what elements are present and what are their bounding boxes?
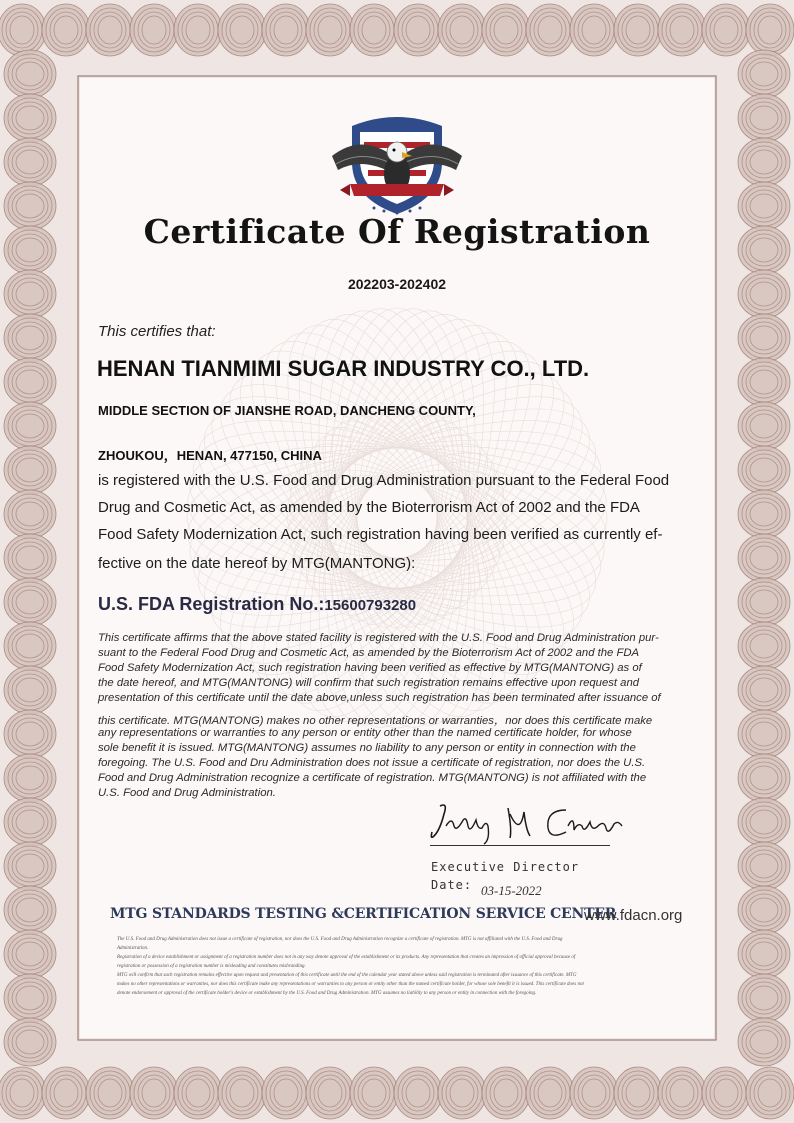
certifies-label: This certifies that: xyxy=(98,323,216,340)
address-line-1: MIDDLE SECTION OF JIANSHE ROAD, DANCHENG COUNTY, xyxy=(98,403,476,418)
footnote-line: registration or possession of a registration number is misleading and constitutes misbranding. xyxy=(117,964,306,969)
issue-date: 03-15-2022 xyxy=(481,883,542,898)
fine-print-line: foregoing. The U.S. Food and Dru Administration does not issue a certificate of registration, nor does the U.S. xyxy=(98,757,646,769)
footnote-line: The U.S. Food and Drug Administration does not issue a certificate of registration, nor does the U.S. Food and Drug Administration recognize a certificate of registration. MTG is not affiliated with the U.S. Food and Drug xyxy=(117,937,563,942)
address-line-2: ZHOUKOU，HENAN, 477150, CHINA xyxy=(98,448,322,463)
eagle-emblem-icon xyxy=(330,110,464,220)
footnote-line: denote endorsement or approval of the certificate holder's device or establishment by the U.S. Food and Drug Administration. MTG assumes no liability to any person or entity in connection with the foregoing. xyxy=(117,991,537,996)
fine-print-line: sole benefit it is issued. MTG(MANTONG) assumes no liability to any person or entity in connection with the xyxy=(98,742,636,754)
fine-print-line: Food and Drug Administration recognize a certificate of registration. MTG(MANTONG) is not affiliated with the xyxy=(98,772,647,784)
footnote-line: makes no other representations or warranties, nor does this certificate make any representations or warranties to any person or entity other than the named certificate holder, for whose sole benefit it is issued. This certificate does not xyxy=(117,982,584,987)
statement-line: Food Safety Modernization Act, such registration having been verified as currently ef- xyxy=(98,526,663,543)
fda-registration-label: U.S. FDA Registration No.: xyxy=(98,594,325,614)
fine-print-line: presentation of this certificate until the date above,unless such registration has been terminated after issuance of xyxy=(98,692,661,704)
footnote-line: Registration of a device establishment or assignment of a registration number does not in any way denote approval of the establishment or its products. Any representation that creates an impression of official approval because of xyxy=(117,955,576,960)
fda-registration xyxy=(98,594,416,615)
footnote-line: Administration. xyxy=(117,946,149,951)
company-name: HENAN TIANMIMI SUGAR INDUSTRY CO., LTD. xyxy=(97,356,590,381)
registration-period: 202203-202402 xyxy=(347,276,447,292)
fine-print-line: U.S. Food and Drug Administration. xyxy=(98,787,276,799)
statement-line: is registered with the U.S. Food and Drug Administration pursuant to the Federal Food xyxy=(98,472,670,489)
issuer-website: www.fdacn.org xyxy=(584,907,683,924)
fine-print-line: suant to the Federal Food Drug and Cosmetic Act, as amended by the Bioterrorism Act of 2002 and the FDA xyxy=(98,647,640,659)
fine-print-line: Food Safety Modernization Act, such registration having been verified as effective by MTG(MANTONG) as of xyxy=(98,662,642,674)
fine-print-line: this certificate. MTG(MANTONG) makes no other representations or warranties，nor does this certificate make xyxy=(98,715,653,727)
statement-line: fective on the date hereof by MTG(MANTONG): xyxy=(98,555,416,572)
issuer-name: MTG STANDARDS TESTING &CERTIFICATION SERVICE CENTER xyxy=(110,906,617,922)
signature-line xyxy=(430,845,610,846)
statement-line: Drug and Cosmetic Act, as amended by the Bioterrorism Act of 2002 and the FDA xyxy=(98,499,640,516)
date-label: Date: xyxy=(431,878,473,892)
signer-title: Executive Director xyxy=(431,860,580,874)
signature-mark xyxy=(428,800,628,846)
fda-registration-number: 15600793280 xyxy=(324,597,417,614)
fine-print-line: This certificate affirms that the above stated facility is registered with the U.S. Food and Drug Administration pur- xyxy=(98,632,659,644)
certificate-title: Certificate Of Registration xyxy=(143,212,651,251)
fine-print-line: any representations or warranties to any person or entity other than the named certificate holder, for whose xyxy=(98,727,632,739)
footnote-line: MTG will confirm that such registration remains effective upon request and presentation of this certificate until the end of the calendar year stated above unless said registration is terminated after issuance of this certificate. MTG xyxy=(117,973,577,978)
fine-print-line: the date hereof, and MTG(MANTONG) will confirm that such registration remains effective upon request and xyxy=(98,677,640,689)
